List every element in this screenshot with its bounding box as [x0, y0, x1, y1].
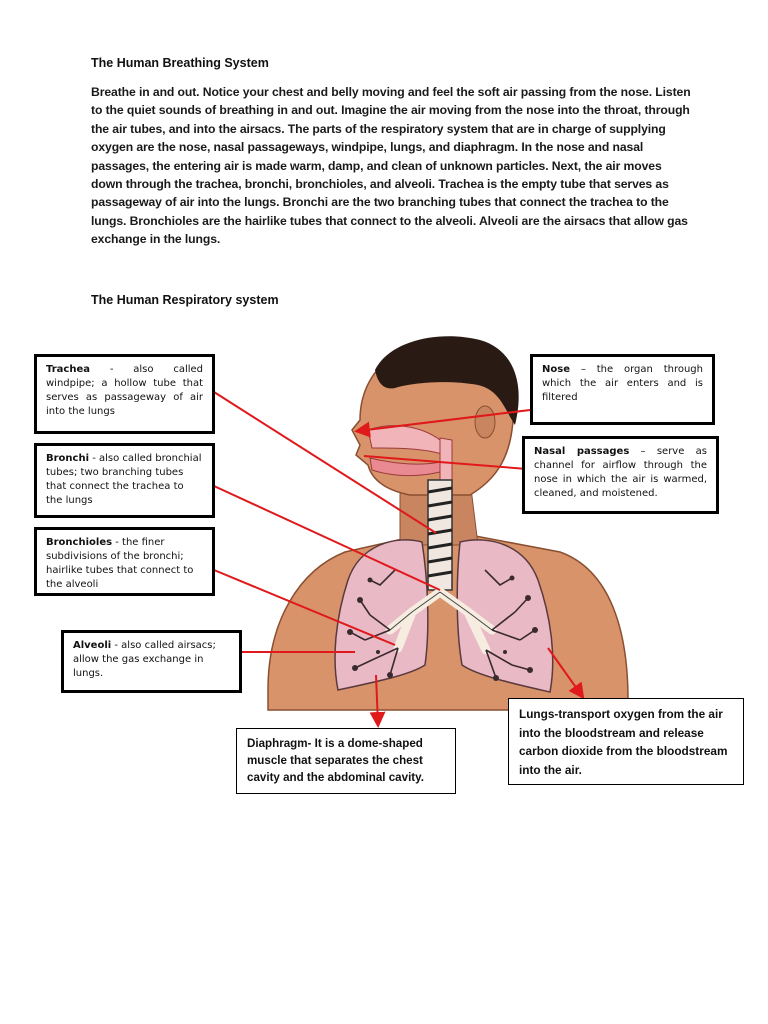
bronchi-label	[34, 443, 215, 518]
nose-term: Nose	[542, 364, 570, 375]
alveoli-term: Alveoli	[73, 640, 112, 651]
nasal-passages-label	[522, 436, 719, 514]
bronchi-term: Bronchi	[46, 453, 90, 464]
nose-label	[530, 354, 715, 425]
alveoli-description: - also called airsacs; allow the gas exchange in lungs.	[73, 640, 216, 679]
trachea-illustration	[428, 480, 452, 590]
alveoli-label	[61, 630, 242, 693]
bronchioles-label	[34, 527, 215, 596]
bronchioles-term: Bronchioles	[46, 537, 113, 548]
ear-illustration	[475, 406, 495, 438]
intro-paragraph: Breathe in and out. Notice your chest and belly moving and feel the soft air passing from the nose. Listen to the quiet sounds of breathing in and out. Imagine the air moving from the nose into the throat, through the air tubes, and into the airsacs. The parts of the respiratory system that are in charge of supplying oxygen are the nose, nasal passageways, windpipe, lungs, and diaphragm. In the nose and nasal passages, the entering air is made warm, damp, and clean of unknown particles. Next, the air moves down through the trachea, bronchi, bronchioles, and alveoli. Trachea is the empty tube that serves as passageway of air into the lungs. Bronchi are the two branching tubes that connect the trachea to the lungs. Bronchioles are the hairlike tubes that connect to the alveoli. Alveoli are the airsacs that allow gas exchange in the lungs.	[91, 85, 691, 247]
trachea-description: - also called windpipe; a hollow tube that serves as passageway of air into the lungs	[46, 364, 203, 417]
lungs-label: Lungs-transport oxygen from the air into the bloodstream and release carbon dioxide from the bloodstream into the air.	[508, 698, 744, 785]
bronchi-description: - also called bronchial tubes; two branching tubes that connect the trachea to the lungs	[46, 453, 202, 506]
trachea-label	[34, 354, 215, 434]
nasal-passages-term: Nasal passages	[534, 446, 630, 457]
diaphragm-label: Diaphragm- It is a dome-shaped muscle that separates the chest cavity and the abdominal cavity.	[236, 728, 456, 794]
nose-description: – the organ through which the air enters and is filtered	[542, 364, 703, 403]
nasal-passages-description: – serve as channel for airflow through the nose in which the air is warmed, cleaned, and moistened.	[534, 446, 707, 499]
respiratory-diagram	[0, 330, 768, 810]
document-title: The Human Breathing System	[91, 56, 269, 70]
trachea-term: Trachea	[46, 364, 90, 375]
bronchioles-description: - the finer subdivisions of the bronchi; hairlike tubes that connect to the alveoli	[46, 537, 194, 590]
section-title: The Human Respiratory system	[91, 293, 279, 307]
